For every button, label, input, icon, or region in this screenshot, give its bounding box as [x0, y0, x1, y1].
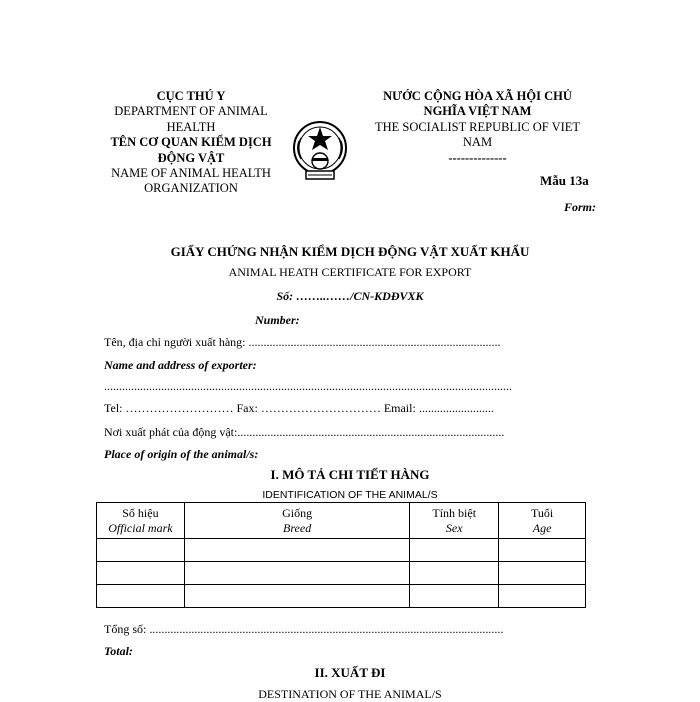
left-header-line3: HEALTH [166, 119, 216, 134]
form-number-en: Form: [564, 200, 597, 214]
contact-field[interactable]: Tel: ……………………… Fax: ………………………… Email: ......................... [104, 401, 494, 415]
issuing-authority-block [98, 89, 284, 197]
column-header-en: Age [532, 520, 552, 535]
table-cell[interactable] [184, 562, 409, 585]
column-header-vi: Số hiệu [122, 505, 159, 520]
table-cell[interactable] [184, 585, 409, 608]
right-header-line2: NGHĨA VIỆT NAM [423, 104, 532, 119]
left-header-line2: DEPARTMENT OF ANIMAL [114, 104, 268, 119]
table-row [97, 539, 586, 562]
country-header-block [360, 89, 595, 166]
certificate-number-en: Number: [255, 313, 300, 327]
certificate-title-vi: GIẤY CHỨNG NHẬN KIỂM DỊCH ĐỘNG VẬT XUẤT KHẨU [170, 244, 530, 259]
column-header-en: Breed [282, 520, 312, 535]
table-row [97, 585, 586, 608]
national-emblem-icon [290, 117, 350, 187]
form-number-vi: Mẫu 13a [540, 173, 589, 188]
column-header-vi: Tính biệt [432, 505, 477, 520]
column-header-age [499, 503, 586, 539]
column-header-sex [410, 503, 499, 539]
section1-title-en: IDENTIFICATION OF THE ANIMAL/S [262, 489, 438, 501]
table-cell[interactable] [410, 539, 499, 562]
table-cell[interactable] [97, 539, 185, 562]
certificate-number-vi: Số: ……..……/CN-KDĐVXK [276, 289, 424, 303]
total-field-en: Total: [104, 644, 133, 658]
table-cell[interactable] [410, 562, 499, 585]
table-cell[interactable] [499, 562, 586, 585]
column-header-en: Official mark [108, 520, 173, 535]
origin-field-vi[interactable]: Nơi xuất phát của động vật:......................................................................................... [104, 425, 505, 439]
total-field-vi[interactable]: Tổng số: ...................................................................................................................... [104, 622, 504, 636]
table-cell[interactable] [97, 562, 185, 585]
column-header-vi: Tuổi [530, 505, 554, 520]
right-header-divider: -------------- [448, 150, 507, 165]
table-cell[interactable] [499, 539, 586, 562]
left-header-line5: ĐỘNG VẬT [157, 150, 225, 165]
right-header-line3: THE SOCIALIST REPUBLIC OF VIET [374, 119, 581, 134]
column-header-breed [184, 503, 409, 539]
certificate-title-en: ANIMAL HEATH CERTIFICATE FOR EXPORT [228, 265, 472, 279]
left-header-line6: NAME OF ANIMAL HEALTH [111, 166, 271, 181]
section2-title-en: DESTINATION OF THE ANIMAL/S [258, 687, 442, 701]
origin-field-en: Place of origin of the animal/s: [104, 447, 259, 461]
right-header-line4: NAM [462, 135, 493, 150]
left-header-line7: ORGANIZATION [144, 181, 238, 196]
table-cell[interactable] [410, 585, 499, 608]
exporter-field-en: Name and address of exporter: [104, 358, 257, 372]
column-header-en: Sex [445, 520, 463, 535]
table-header-row [97, 503, 586, 539]
right-header-line1: NƯỚC CỘNG HÒA XÃ HỘI CHỦ [383, 89, 572, 103]
table-row [97, 562, 586, 585]
exporter-field-line2[interactable]: ........................................................................................................................................ [104, 379, 512, 393]
exporter-field-vi[interactable]: Tên, địa chỉ người xuất hàng: .................................................................................... [104, 335, 501, 349]
section1-title-vi: I. MÔ TẢ CHI TIẾT HÀNG [270, 467, 430, 482]
table-cell[interactable] [499, 585, 586, 608]
column-header-official-mark [97, 503, 185, 539]
section2-title-vi: II. XUẤT ĐI [314, 665, 386, 680]
table-cell[interactable] [184, 539, 409, 562]
table-cell[interactable] [97, 585, 185, 608]
left-header-line4: TÊN CƠ QUAN KIỂM DỊCH [110, 135, 272, 150]
column-header-vi: Giống [282, 505, 313, 520]
animal-identification-table [96, 502, 586, 608]
left-header-line1: CỤC THÚ Y [156, 89, 226, 103]
